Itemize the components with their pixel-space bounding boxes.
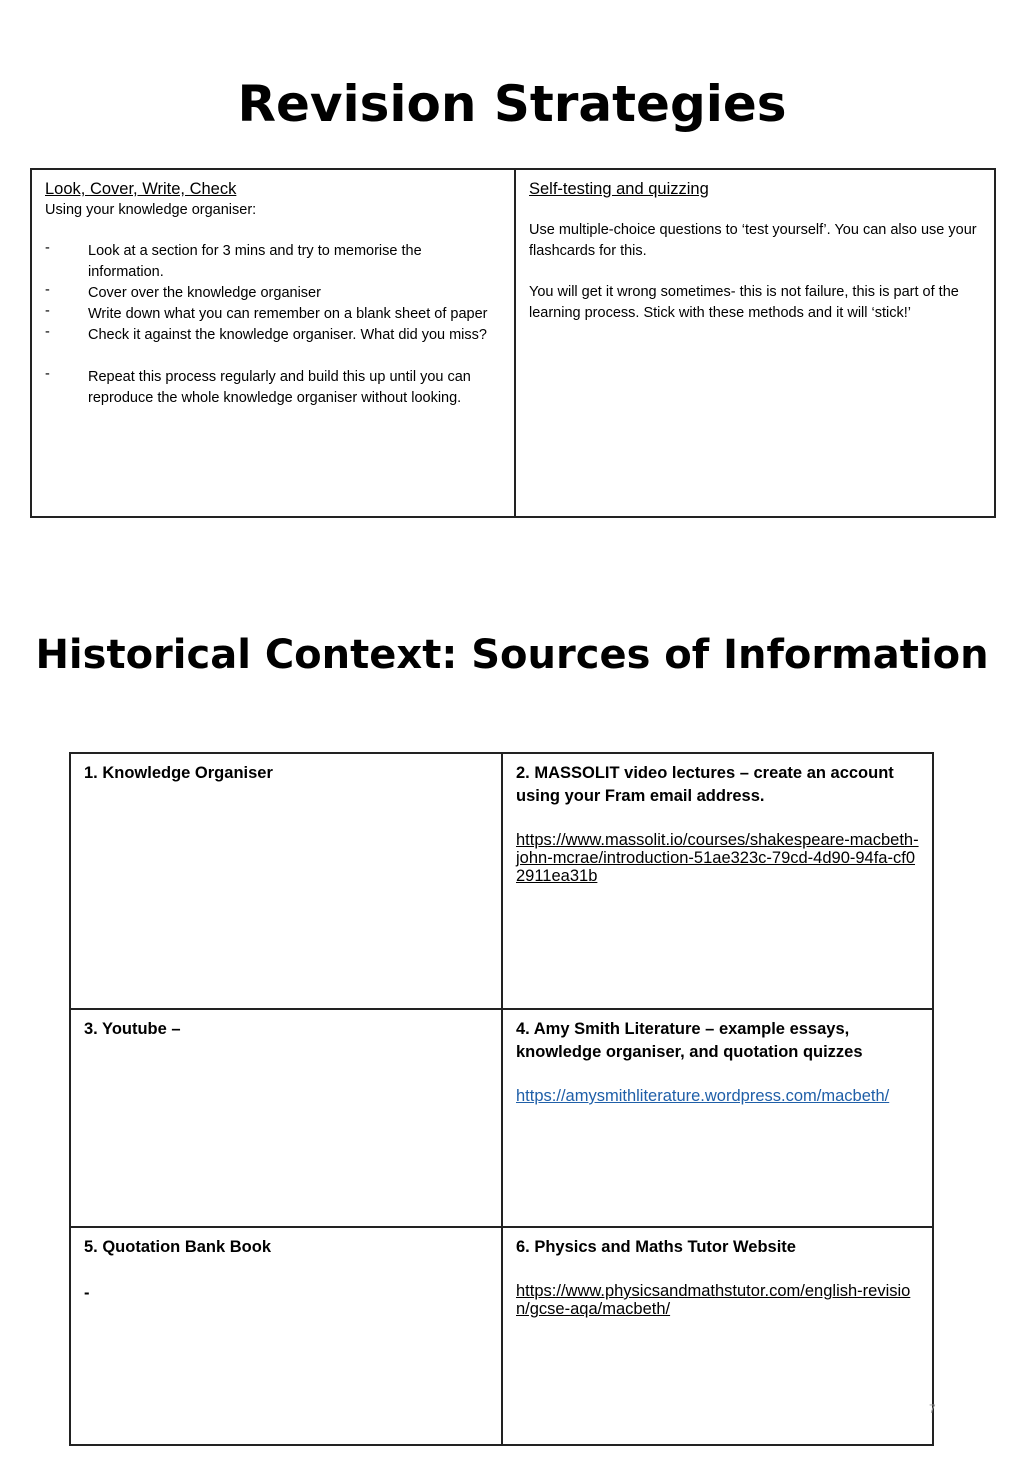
look-cover-write-check-cell bbox=[31, 169, 515, 517]
quotation-bank-dash: - bbox=[84, 1284, 90, 1302]
source-cell-2 bbox=[502, 753, 933, 1009]
historical-context-title: Historical Context: Sources of Information bbox=[35, 632, 989, 678]
source-cell-6 bbox=[502, 1227, 933, 1445]
look-cover-heading: Look, Cover, Write, Check bbox=[45, 180, 237, 198]
page-number: 7 bbox=[929, 1402, 936, 1416]
source-title: 6. Physics and Maths Tutor Website bbox=[516, 1238, 796, 1256]
amy-smith-link[interactable]: https://amysmithliterature.wordpress.com/macbeth/ bbox=[516, 1087, 890, 1105]
revision-strategies-title: Revision Strategies bbox=[237, 75, 787, 133]
look-cover-intro: Using your knowledge organiser: bbox=[45, 202, 257, 218]
self-testing-para2: You will get it wrong sometimes- this is not failure, this is part of the learning process. Stick with these methods and it will ‘stick!’ bbox=[529, 284, 959, 321]
source-cell-3 bbox=[70, 1009, 502, 1227]
source-cell-4 bbox=[502, 1009, 933, 1227]
self-testing-cell bbox=[515, 169, 995, 517]
step-item: - Write down what you can remember on a blank sheet of paper bbox=[45, 304, 501, 325]
sources-table bbox=[69, 752, 934, 1446]
source-title: 4. Amy Smith Literature – example essays, knowledge organiser, and quotation quizzes bbox=[516, 1020, 863, 1061]
source-title: 3. Youtube – bbox=[84, 1020, 181, 1038]
source-cell-5 bbox=[70, 1227, 502, 1445]
self-testing-heading: Self-testing and quizzing bbox=[529, 180, 709, 198]
revision-strategies-table bbox=[30, 168, 996, 518]
pmt-link[interactable]: https://www.physicsandmathstutor.com/english-revision/gcse-aqa/macbeth/ bbox=[516, 1282, 911, 1318]
self-testing-para1: Use multiple-choice questions to ‘test yourself’. You can also use your flashcards for this. bbox=[529, 222, 977, 259]
source-title: 5. Quotation Bank Book bbox=[84, 1238, 272, 1256]
source-title: 2. MASSOLIT video lectures – create an account using your Fram email address. bbox=[516, 764, 894, 805]
step-item: - Look at a section for 3 mins and try to memorise the information. bbox=[45, 241, 501, 283]
source-title: 1. Knowledge Organiser bbox=[84, 764, 273, 782]
step-item: - Check it against the knowledge organiser. What did you miss? bbox=[45, 325, 501, 346]
step-item: - Cover over the knowledge organiser bbox=[45, 283, 501, 304]
massolit-link[interactable]: https://www.massolit.io/courses/shakespeare-macbeth-john-mcrae/introduction-51ae323c-79cd-4d90-94fa-cf02911ea31b bbox=[516, 831, 919, 885]
source-cell-1 bbox=[70, 753, 502, 1009]
step-item: - Repeat this process regularly and build this up until you can reproduce the whole knowledge organiser without looking. bbox=[45, 367, 501, 409]
look-cover-steps bbox=[45, 241, 501, 409]
